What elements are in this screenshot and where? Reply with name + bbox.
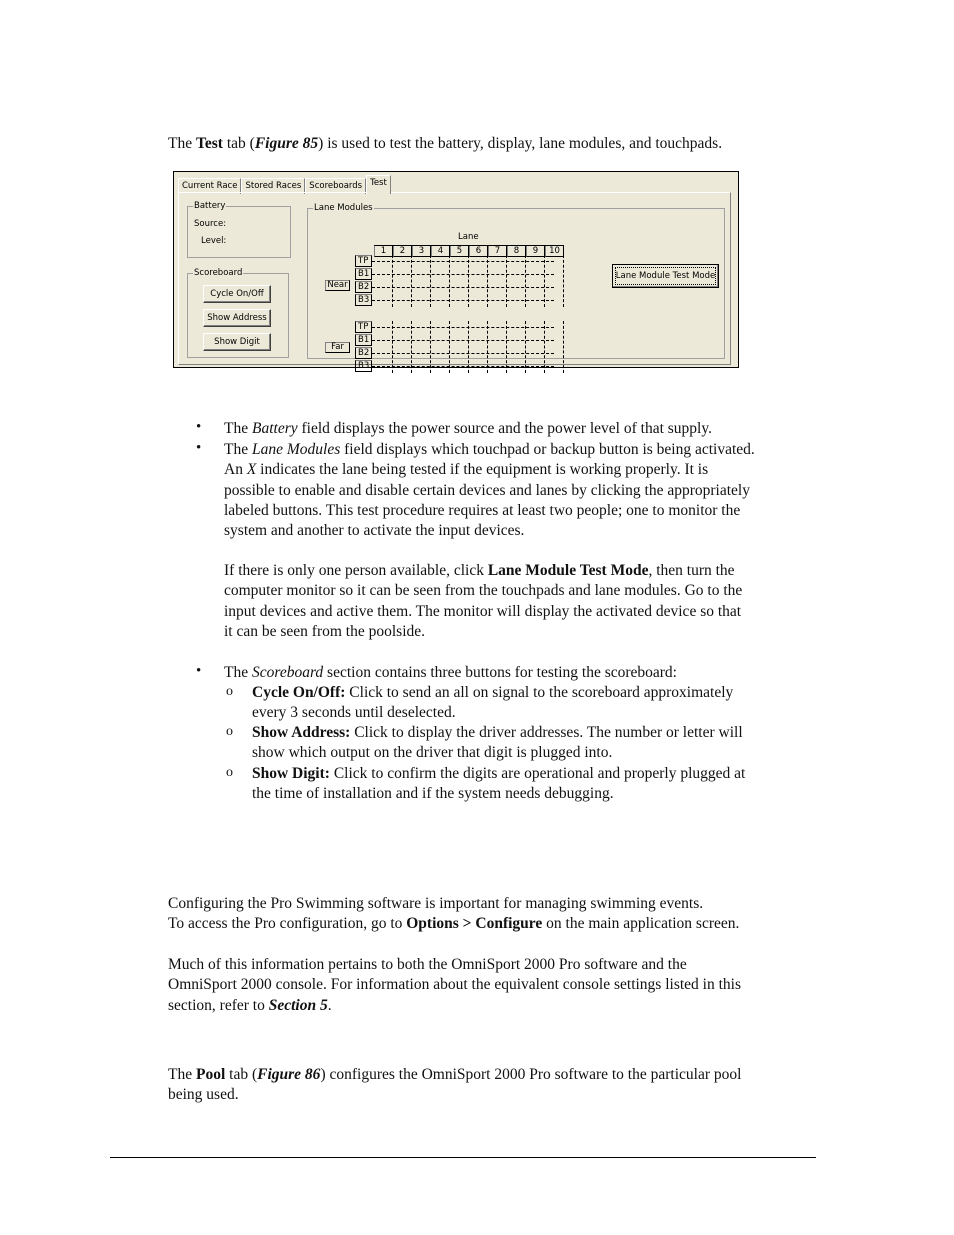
lane-header[interactable]: 2 (393, 246, 412, 257)
near-row-line (372, 274, 554, 275)
lane-header-line (374, 245, 564, 246)
far-row-line (372, 353, 554, 354)
near-row-tp[interactable]: TP (355, 255, 372, 267)
near-row-b1[interactable]: B1 (355, 268, 372, 280)
show-address-button[interactable]: Show Address (203, 309, 271, 327)
lane-label: Lane (458, 232, 479, 242)
battery-legend: Battery (194, 201, 226, 211)
near-lane-line (468, 255, 469, 307)
far-lane-line (525, 321, 526, 373)
bullet-marker: • (196, 419, 202, 435)
tab-strip (178, 175, 391, 193)
far-lane-line (506, 321, 507, 373)
far-row-line (372, 327, 554, 328)
lane-header[interactable]: 1 (374, 246, 393, 257)
far-row-tp[interactable]: TP (355, 321, 372, 333)
lane-header[interactable]: 10 (545, 246, 564, 257)
far-lane-line (563, 321, 564, 373)
near-row-b3[interactable]: B3 (355, 294, 372, 306)
cycle-on-off-item: Cycle On/Off: Click to send an all on signal to the scoreboard approximately every 3 seconds until deselected. (252, 684, 734, 722)
lane-modules-bullet: The Lane Modules field displays which touchpad or backup button is being activated. An X indicates the lane being tested if the equipment is working properly. It is possible to enable and disable certain devices and lanes by clicking the appropriately labeled buttons. This test procedure requires at least two people; one to monitor the system and another to activate the input devices. (224, 441, 755, 540)
lane-header[interactable]: 7 (488, 246, 507, 257)
one-person-paragraph: If there is only one person available, click Lane Module Test Mode, then turn the computer monitor so it can be seen from the touchpads and lane modules. Go to the input devices and active them. The monitor will display the activated device so that it can be seen from the poolside. (224, 562, 743, 640)
far-row-line (372, 340, 554, 341)
footer-rule (110, 1157, 816, 1158)
near-lane-line (392, 255, 393, 307)
far-lane-line (468, 321, 469, 373)
lane-module-test-mode-button[interactable]: Lane Module Test Mode (612, 264, 719, 288)
sub-marker: o (226, 724, 233, 739)
lane-header[interactable]: 5 (450, 246, 469, 257)
near-lane-line (430, 255, 431, 307)
near-row-line (372, 287, 554, 288)
far-row-line (372, 366, 554, 367)
near-button[interactable]: Near (325, 280, 350, 291)
near-row-b2[interactable]: B2 (355, 281, 372, 293)
near-lane-line (487, 255, 488, 307)
near-lane-line (411, 255, 412, 307)
near-lane-line (525, 255, 526, 307)
near-row-line (372, 300, 554, 301)
lane-header[interactable]: 6 (469, 246, 488, 257)
near-lane-line (506, 255, 507, 307)
battery-bullet: The Battery field displays the power source and the power level of that supply. (224, 420, 712, 437)
show-digit-button[interactable]: Show Digit (203, 333, 271, 351)
scoreboard-legend: Scoreboard (194, 268, 243, 278)
far-lane-line (430, 321, 431, 373)
lane-modules-legend: Lane Modules (314, 203, 373, 213)
show-digit-item: Show Digit: Click to confirm the digits are operational and properly plugged at the time of installation and if the system needs debugging. (252, 765, 746, 803)
far-lane-line (411, 321, 412, 373)
lane-header[interactable]: 3 (412, 246, 431, 257)
intro-paragraph: The Test tab (Figure 85) is used to test the battery, display, lane modules, and touchpads. (168, 135, 723, 152)
battery-source-label: Source: (194, 219, 227, 229)
tab-test[interactable]: Test (366, 175, 391, 194)
tab-current-race[interactable]: Current Race (178, 178, 241, 194)
near-lane-line (544, 255, 545, 307)
scoreboard-bullet: The Scoreboard section contains three buttons for testing the scoreboard: (224, 664, 677, 681)
near-lane-line (563, 255, 564, 307)
battery-group (187, 201, 291, 258)
cycle-on-off-button[interactable]: Cycle On/Off (203, 285, 271, 303)
near-row-line (372, 261, 554, 262)
near-lane-line (449, 255, 450, 307)
scoreboard-group (187, 268, 289, 358)
test-tab-screenshot (173, 171, 739, 371)
lane-header[interactable]: 9 (526, 246, 545, 257)
show-address-item: Show Address: Click to display the driver addresses. The number or letter will show which output on the driver that digit is plugged into. (252, 724, 743, 762)
pool-tab-paragraph: The Pool tab (Figure 86) configures the OmniSport 2000 Pro software to the particular pool being used. (168, 1066, 742, 1104)
bullet-marker: • (196, 440, 202, 456)
far-lane-line (449, 321, 450, 373)
config-paragraph: Configuring the Pro Swimming software is important for managing swimming events. To access the Pro configuration, go to Options > Configure on the main application screen. (168, 895, 740, 933)
far-button[interactable]: Far (325, 342, 350, 353)
far-row-b1[interactable]: B1 (355, 334, 372, 346)
lane-header[interactable]: 4 (431, 246, 450, 257)
far-lane-line (392, 321, 393, 373)
battery-level-label: Level: (201, 236, 227, 246)
far-row-b2[interactable]: B2 (355, 347, 372, 359)
far-lane-line (487, 321, 488, 373)
sub-marker: o (226, 765, 233, 780)
far-row-b3[interactable]: B3 (355, 360, 372, 372)
omnisport-paragraph: Much of this information pertains to both the OmniSport 2000 Pro software and the OmniSport 2000 console. For information about the equivalent console settings listed in this section, refer to Section 5. (168, 956, 742, 1014)
tab-stored-races[interactable]: Stored Races (241, 178, 305, 194)
lane-header[interactable]: 8 (507, 246, 526, 257)
far-lane-line (544, 321, 545, 373)
sub-marker: o (226, 684, 233, 699)
test-panel (178, 192, 731, 371)
tab-scoreboards[interactable]: Scoreboards (305, 178, 366, 194)
bullet-marker: • (196, 663, 202, 679)
